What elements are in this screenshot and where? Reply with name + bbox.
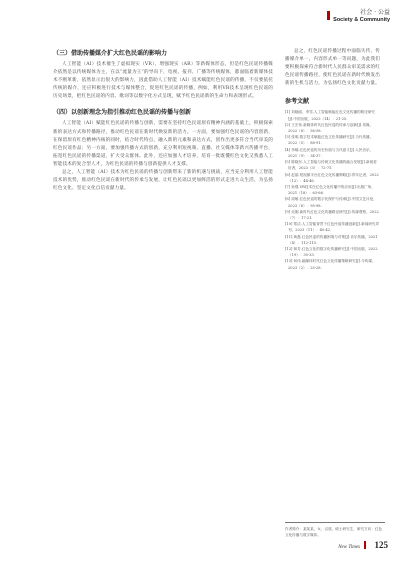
reference-item: [5] 陈晓东.人工智能与传统文化传播的融合发展[J].新闻爱好者，2023（3）：72-75. bbox=[285, 160, 377, 171]
section-header bbox=[333, 10, 390, 23]
reference-item: [8] 周敏.红色民谣的数字化保护与传承[J].中国文艺评论，2023（6）：95-98. bbox=[285, 197, 377, 208]
author-note bbox=[285, 522, 385, 538]
author-note-divider bbox=[285, 522, 385, 523]
header-en: Society & Community bbox=[333, 16, 390, 23]
section-3-paragraph: 人工智能（AI）技术催生了虚拟现实（VR）、增强现实（AR）等新媒体形态，但是红色民谣传播媒介依然是以传统媒体为主，在以“流量为王”的导向下，电视、报刊、广播等传统媒体，都面临着新媒体技术不断革新，依然显示出很大的影响力，因此借助人工智能（AI）技术赋能红色民谣的传播，不仅要依托传统的媒介，还应积极进行技术与媒体整合，促进红色民谣的传播，例如，利用VR技术呈现红色民谣的历史场景，把红色民谣的内容、歌词等以数字化方式呈现，赋予红色民谣新的生命力和表现形式。 bbox=[53, 62, 273, 100]
section-4-title: （四）以创新理念为指引推动红色民谣的传播与创新 bbox=[53, 109, 192, 117]
reference-item: [10] 郑洁.人工智能背景下红色民谣传播创新[J].新闻研究导刊，2023（11）：40-42. bbox=[285, 222, 380, 233]
references-list bbox=[285, 109, 380, 270]
reference-item: [1] 刘晓丽，李雪.人工智能赋能红色文化传播的路径研究[J].中国出版，2023（14）：21-25. bbox=[285, 110, 376, 121]
reference-item: [6] 赵丽.短视频平台红色文化传播策略[J].青年记者，2022（12）：44-46. bbox=[285, 172, 379, 183]
right-column bbox=[285, 48, 380, 271]
references-title: 参考文献 bbox=[285, 98, 310, 106]
header-accent-bar bbox=[327, 11, 330, 20]
reference-item: [11] 黄磊.红色民谣的传播困境与对策[J].音乐传播，2021（4）：112-115. bbox=[285, 234, 378, 245]
section-4-paragraph-1: 人工智能（AI）赋能红色民谣的传播与创新，需要在坚持红色民谣原有精神内涵的基础上，积极探索新的表达方式和传播路径，推动红色民谣在新时代焕发新的活力。一方面，要加强红色民谣的内容创新，在保留原有红色精神内核的同时，结合时代特点，融入新的元素和表达方式，创作出更多符合当代审美的红色民谣作品；另一方面，要加强传播方式的创新，充分利用短视频、直播、社交媒体等新兴传播平台，拓宽红色民谣的传播渠道，扩大受众群体。此外，还应加强人才培养，培育一批既懂红色文化又熟悉人工智能技术的复合型人才，为红色民谣的传播与创新提供人才支撑。 bbox=[53, 121, 273, 167]
header-zh: 社会 · 公益 bbox=[360, 9, 390, 16]
page-number: 125 bbox=[374, 540, 388, 550]
reference-item: [9] 吴刚.新时代红色文化传播路径研究[J].传媒观察，2022（7）：17-21. bbox=[285, 209, 379, 220]
reference-item: [2] 王宏伟.新媒体时代红色民谣的传承与创新[J].传媒，2022（8）：56-58. bbox=[285, 122, 374, 134]
page-footer bbox=[338, 540, 388, 550]
journal-name: New Times bbox=[338, 545, 360, 550]
conclusion-paragraph: 总之，红色民谣传播过程中面临失传、传播媒介单一、内容形式单一等问题，为此我们要积极探索符合新时代人民群众审美需求的红色民谣传播路径，使红色民谣在新时代焕发出新的生机与活力，为弘扬红色文化贡献力量。 bbox=[285, 49, 380, 87]
reference-item: [3] 张明.数字技术赋能红色文化传播研究[J].当代传播，2022（5）：88-91. bbox=[285, 135, 374, 146]
left-column bbox=[53, 48, 273, 193]
reference-item: [7] 孙强.VR技术在红色文化传播中的应用[J].出版广角，2021（18）：63-66. bbox=[285, 184, 375, 196]
section-3-title: （三）借助传播媒介扩大红色民谣的影响力 bbox=[53, 50, 168, 57]
reference-item: [4] 李娜.红色民谣的历史价值与当代意义[J].人民音乐，2021（9）：34-37. bbox=[285, 147, 374, 158]
footer-divider bbox=[364, 541, 366, 549]
section-4-paragraph-2: 总之，人工智能（AI）技术为红色民谣的传播与创新带来了新的机遇与挑战，应当充分利用人工智能技术的优势，推动红色民谣在新时代的传承与发展，让红色民谣以更加鲜活的形式走进大众生活，为弘扬红色文化、坚定文化自信贡献力量。 bbox=[53, 170, 273, 192]
reference-item: [12] 林芳.红色文化的数字化传播研究[J].中国出版，2022（19）：30-33. bbox=[285, 246, 378, 258]
reference-item: [13] 何伟.融媒体时代红色文化传播策略研究[J].今传媒，2023（2）：25-28. bbox=[285, 259, 376, 270]
author-note-text: 作者简介：某某某，女，汉族，硕士研究生，研究方向：红色文化传播与数字媒体。 bbox=[285, 526, 383, 537]
